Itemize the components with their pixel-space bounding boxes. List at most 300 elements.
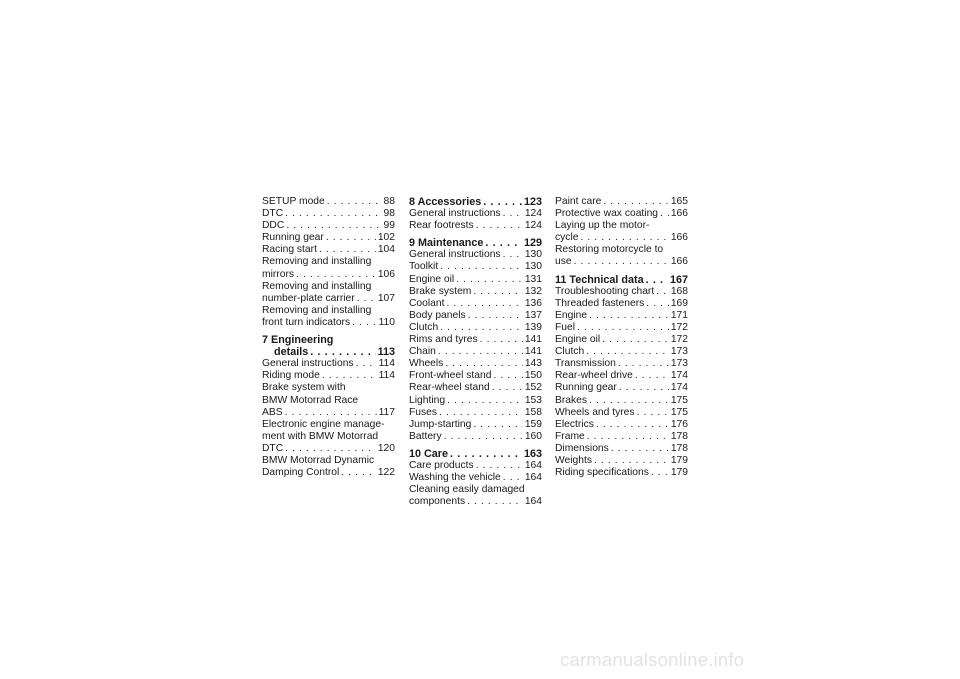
toc-entry-title: Running gear	[262, 232, 324, 244]
toc-entry	[409, 249, 542, 261]
dot-leader	[580, 232, 668, 244]
dot-leader	[438, 346, 523, 358]
toc-entry-title: General instructions	[409, 208, 501, 220]
toc-entry-title: 8 Accessories	[409, 196, 482, 208]
dot-leader	[319, 244, 376, 256]
toc-entry-row	[555, 274, 688, 286]
toc-entry-title: General instructions	[409, 249, 501, 261]
toc-entry-title: Damping Control	[262, 467, 340, 479]
toc-entry-row	[409, 407, 542, 419]
dot-leader	[635, 370, 669, 382]
toc-entry-row	[262, 269, 395, 281]
toc-page-number: 113	[377, 346, 395, 359]
toc-page-number: 178	[670, 430, 688, 442]
toc-entry-row	[555, 443, 688, 455]
toc-entry-row	[555, 256, 688, 268]
toc-entry	[409, 208, 542, 220]
toc-entry	[555, 196, 688, 208]
toc-page-number: 166	[670, 208, 688, 220]
dot-leader	[285, 208, 379, 220]
toc-entry-row	[262, 407, 395, 419]
dot-leader	[646, 298, 669, 310]
toc-entry	[555, 220, 688, 244]
toc-page-number: 150	[524, 370, 542, 382]
toc-entry-title: Weights	[555, 454, 593, 466]
toc-entry	[555, 334, 688, 346]
dot-leader	[352, 317, 376, 329]
toc-page-number: 114	[378, 370, 395, 382]
toc-entry	[555, 455, 688, 467]
toc-page-number: 178	[670, 442, 688, 454]
toc-entry-row	[555, 419, 688, 431]
toc-entry-title: Rear-wheel drive	[555, 370, 633, 382]
dot-leader	[467, 496, 523, 508]
toc-entry-title: Riding mode	[262, 370, 320, 382]
toc-page-number: 129	[523, 237, 542, 250]
toc-entry-row	[555, 407, 688, 419]
toc-page-number: 175	[670, 406, 688, 418]
toc-entry-row	[555, 322, 688, 334]
toc-entry-title: Front-wheel stand	[409, 370, 492, 382]
toc-entry-row	[262, 220, 395, 232]
toc-entry-title: components	[409, 496, 466, 508]
toc-entry	[262, 232, 395, 244]
toc-page-number: 117	[378, 406, 395, 418]
toc-entry-title: Rear footrests	[409, 220, 474, 232]
toc-entry-title: Body panels	[409, 309, 466, 321]
toc-entry-title: Frame	[555, 430, 585, 442]
toc-entry-row	[409, 322, 542, 334]
toc-entry	[555, 358, 688, 370]
toc-entry-title: Battery	[409, 430, 442, 442]
toc-entry	[555, 298, 688, 310]
toc-page-number: 107	[377, 292, 395, 304]
dot-leader	[445, 358, 522, 370]
toc-entry-title: SETUP mode	[262, 196, 325, 207]
dot-leader	[619, 382, 669, 394]
toc-page-number: 141	[524, 334, 542, 346]
toc-entry-row	[409, 286, 542, 298]
toc-page-number: 174	[670, 370, 688, 382]
toc-page-number: 131	[524, 273, 542, 285]
toc-entry-row	[555, 431, 688, 443]
toc-entry-line: Electronic engine manage-	[262, 418, 385, 430]
toc-page-number: 110	[378, 316, 395, 328]
toc-entry-title: Fuel	[555, 321, 576, 333]
toc-entry-row	[555, 334, 688, 346]
toc-entry-row	[409, 334, 542, 346]
toc-entry	[409, 395, 542, 407]
toc-entry-title: Wheels	[409, 358, 444, 370]
dot-leader	[646, 274, 668, 286]
dot-leader	[285, 443, 376, 455]
toc-entry-title: Troubleshooting chart	[555, 285, 655, 297]
toc-page-number: 158	[524, 406, 542, 418]
toc-page-number: 141	[524, 346, 542, 358]
toc-entry	[555, 467, 688, 479]
toc-column-2	[409, 196, 542, 508]
toc-page-number: 132	[524, 285, 542, 297]
toc-entry-title: 9 Maintenance	[409, 237, 484, 250]
toc-page-number: 172	[670, 321, 688, 333]
toc-entry-line: Removing and installing	[262, 256, 372, 268]
toc-entry	[262, 281, 395, 305]
dot-leader	[439, 407, 523, 419]
toc-entry	[409, 382, 542, 394]
toc-entry-row	[555, 298, 688, 310]
dot-leader	[485, 237, 522, 249]
toc-entry-row	[262, 244, 395, 256]
toc-page-number: 106	[377, 268, 395, 280]
toc-entry-title: DTC	[262, 442, 284, 454]
toc-entry	[409, 220, 542, 232]
toc-entry-row	[555, 358, 688, 370]
toc-entry-title: Transmission	[555, 358, 616, 370]
toc-entry-title: front turn indicators	[262, 316, 351, 328]
toc-entry-row	[555, 382, 688, 394]
toc-entry	[262, 244, 395, 256]
toc-entry	[555, 286, 688, 298]
toc-page-number: 169	[670, 297, 688, 309]
dot-leader	[503, 208, 523, 220]
dot-leader	[492, 382, 523, 394]
toc-entry-row	[409, 370, 542, 382]
toc-chapter	[555, 274, 688, 286]
toc-entry	[555, 208, 688, 220]
toc-entry-title: DDC	[262, 220, 285, 232]
toc-entry-title: Engine oil	[409, 273, 455, 285]
toc-entry-title: number-plate carrier	[262, 292, 355, 304]
toc-entry-title: Engine oil	[555, 334, 601, 346]
toc-page-number: 136	[524, 297, 542, 309]
toc-page-number: 179	[670, 467, 688, 479]
toc-page-number: 164	[524, 472, 542, 484]
dot-leader	[473, 286, 522, 298]
dot-leader	[577, 322, 669, 334]
dot-leader	[468, 310, 523, 322]
toc-entry	[409, 298, 542, 310]
dot-leader	[310, 346, 375, 358]
toc-entry-title: Protective wax coating	[555, 208, 659, 220]
toc-page-number: 166	[670, 232, 688, 244]
toc-entry-title: Jump-starting	[409, 418, 472, 430]
toc-entry-title: Racing start	[262, 244, 317, 256]
toc-entry-title: cycle	[555, 232, 579, 244]
toc-entry-title: Engine	[555, 309, 588, 321]
toc-page-number: 160	[524, 430, 542, 442]
toc-entry-row	[409, 274, 542, 286]
dot-leader	[327, 196, 379, 208]
toc-entry	[555, 370, 688, 382]
toc-entry	[262, 256, 395, 280]
toc-page-number: 143	[524, 358, 542, 370]
toc-entry-row	[409, 395, 542, 407]
toc-entry	[409, 484, 542, 508]
toc-entry-row	[555, 370, 688, 382]
toc-page-number: 98	[383, 208, 395, 220]
toc-entry-line: Cleaning easily damaged	[409, 484, 525, 496]
dot-leader	[586, 346, 669, 358]
dot-leader	[476, 220, 523, 232]
toc-entry-row	[409, 261, 542, 273]
dot-leader	[440, 322, 523, 334]
toc-entry-title: Fuses	[409, 406, 438, 418]
toc-entry-row	[555, 208, 688, 220]
toc-entry-line: Brake system with	[262, 382, 346, 394]
toc-entry-row	[409, 208, 542, 220]
toc-entry-row	[262, 208, 395, 220]
toc-entry-title: General instructions	[262, 358, 354, 370]
dot-leader	[480, 334, 523, 346]
toc-chapter	[409, 196, 542, 208]
toc-entry-row	[555, 196, 688, 208]
toc-page-number: 174	[670, 382, 688, 394]
dot-leader	[296, 269, 376, 281]
toc-page-number: 171	[670, 309, 688, 321]
toc-page-number: 165	[670, 196, 688, 207]
toc-entry-title: Care products	[409, 459, 474, 471]
toc-page-number: 130	[524, 249, 542, 261]
toc-entry-row	[409, 472, 542, 484]
dot-leader	[596, 419, 669, 431]
toc-entry-line: Removing and installing	[262, 304, 372, 316]
toc-entry-title: Chain	[409, 346, 436, 358]
toc-entry-row	[262, 346, 395, 358]
toc-entry-title: Brakes	[555, 394, 588, 406]
toc-entry-title: Washing the vehicle	[409, 472, 501, 484]
toc-entry	[409, 419, 542, 431]
dot-leader	[503, 472, 523, 484]
dot-leader	[456, 274, 523, 286]
toc-entry-row	[262, 370, 395, 382]
toc-entry	[555, 395, 688, 407]
toc-page-number: 124	[524, 220, 542, 232]
toc-entry	[555, 382, 688, 394]
dot-leader	[587, 431, 669, 443]
toc-page-number: 120	[377, 442, 395, 454]
dot-leader	[473, 419, 522, 431]
toc-entry-title: mirrors	[262, 268, 295, 280]
dot-leader	[618, 358, 669, 370]
toc-page-number: 172	[670, 334, 688, 346]
toc-entry-title: Riding specifications	[555, 467, 649, 479]
toc-entry-row	[409, 431, 542, 443]
dot-leader	[356, 358, 377, 370]
toc-page-number: 130	[524, 261, 542, 273]
toc-entry-row	[555, 232, 688, 244]
toc-chapter	[409, 448, 542, 460]
dot-leader	[341, 467, 376, 479]
dot-leader	[589, 310, 669, 322]
toc-entry-line: Removing and installing	[262, 280, 372, 292]
dot-leader	[447, 395, 523, 407]
toc-entry	[409, 431, 542, 443]
toc-entry-title: ABS	[262, 406, 283, 418]
toc-entry-line: 7 Engineering	[262, 334, 334, 347]
toc-column-3	[555, 196, 688, 479]
toc-entry-title: Clutch	[555, 346, 585, 358]
toc-entry	[409, 460, 542, 472]
dot-leader	[450, 448, 522, 460]
toc-entry	[262, 196, 395, 208]
toc-entry-title: 11 Technical data	[555, 273, 644, 286]
dot-leader	[444, 431, 523, 443]
toc-page-number: 176	[670, 418, 688, 430]
toc-page-number: 153	[524, 394, 542, 406]
toc-entry-row	[555, 286, 688, 298]
toc-entry	[555, 443, 688, 455]
toc-entry-line: Laying up the motor-	[555, 220, 650, 232]
toc-entry-row	[409, 448, 542, 460]
dot-leader	[326, 232, 376, 244]
toc-entry-row	[409, 346, 542, 358]
toc-entry-line: BMW Motorrad Race	[262, 394, 359, 406]
dot-leader	[603, 196, 668, 208]
dot-leader	[656, 286, 669, 298]
toc-entry-title: Clutch	[409, 321, 439, 333]
toc-entry	[409, 472, 542, 484]
toc-entry-title: Rims and tyres	[409, 334, 478, 346]
toc-page-number: 139	[524, 321, 542, 333]
toc-entry	[409, 322, 542, 334]
toc-entry-row	[262, 467, 395, 479]
toc-entry	[555, 322, 688, 334]
toc-entry-row	[262, 358, 395, 370]
dot-leader	[651, 467, 669, 479]
dot-leader	[322, 370, 377, 382]
toc-entry-row	[262, 317, 395, 329]
toc-chapter	[409, 237, 542, 249]
toc-entry-title: 10 Care	[409, 447, 449, 460]
toc-entry-title: Brake system	[409, 285, 472, 297]
toc-page-number: 173	[670, 358, 688, 370]
toc-entry-row	[262, 232, 395, 244]
dot-leader	[660, 208, 669, 220]
dot-leader	[286, 220, 379, 232]
toc-entry-row	[409, 196, 542, 208]
toc-entry	[409, 334, 542, 346]
toc-page-number: 175	[670, 394, 688, 406]
toc-entry	[555, 310, 688, 322]
toc-entry	[262, 358, 395, 370]
toc-page-number: 114	[378, 358, 395, 370]
toc-entry	[262, 382, 395, 418]
toc-entry	[409, 370, 542, 382]
toc-page-number: 124	[524, 208, 542, 220]
dot-leader	[476, 460, 523, 472]
dot-leader	[589, 395, 669, 407]
toc-entry-title: DTC	[262, 208, 284, 220]
toc-entry-row	[409, 310, 542, 322]
toc-entry-row	[262, 293, 395, 305]
toc-page-number: 159	[524, 418, 542, 430]
toc-entry-row	[409, 237, 542, 249]
dot-leader	[447, 298, 523, 310]
dot-leader	[440, 261, 523, 273]
toc-entry-row	[555, 455, 688, 467]
toc-entry-row	[555, 467, 688, 479]
toc-entry	[262, 370, 395, 382]
dot-leader	[357, 293, 376, 305]
toc-entry-row	[555, 395, 688, 407]
toc-entry-row	[409, 460, 542, 472]
toc-page-number: 163	[523, 447, 542, 460]
toc-entry-title: Toolkit	[409, 261, 439, 273]
toc-entry-row	[262, 196, 395, 208]
watermark: carmanualsonline.info	[560, 649, 745, 670]
dot-leader	[493, 370, 522, 382]
toc-entry-row	[409, 382, 542, 394]
toc-entry-row	[409, 298, 542, 310]
toc-entry-line: ment with BMW Motorrad	[262, 430, 379, 442]
dot-leader	[285, 407, 377, 419]
toc-entry-title: Wheels and tyres	[555, 406, 635, 418]
toc-entry	[555, 346, 688, 358]
toc-page-number: 164	[524, 459, 542, 471]
toc-entry-title: Electrics	[555, 418, 594, 430]
dot-leader	[503, 249, 523, 261]
toc-entry-row	[262, 443, 395, 455]
toc-entry	[262, 220, 395, 232]
toc-entry	[555, 244, 688, 268]
toc-page-number: 122	[377, 467, 395, 479]
toc-entry-row	[409, 358, 542, 370]
toc-entry-row	[409, 220, 542, 232]
toc-entry	[262, 305, 395, 329]
toc-page-number: 173	[670, 346, 688, 358]
toc-page-number: 99	[383, 220, 395, 232]
toc-page-number: 104	[377, 244, 395, 256]
toc-page-number: 167	[669, 273, 688, 286]
toc-entry	[262, 455, 395, 479]
toc-page-number: 179	[670, 454, 688, 466]
toc-entry-title: Running gear	[555, 382, 617, 394]
toc-page-number: 152	[524, 382, 542, 394]
toc-page-number: 168	[670, 285, 688, 297]
toc-page-number: 102	[377, 232, 395, 244]
toc-entry-title: Threaded fasteners	[555, 297, 645, 309]
toc-entry	[409, 286, 542, 298]
toc-entry-title: use	[555, 256, 572, 268]
dot-leader	[637, 407, 669, 419]
toc-chapter	[262, 334, 395, 358]
toc-entry-row	[409, 419, 542, 431]
toc-entry	[409, 274, 542, 286]
toc-page-number: 88	[383, 196, 395, 207]
dot-leader	[611, 443, 669, 455]
dot-leader	[602, 334, 669, 346]
toc-entry-row	[555, 346, 688, 358]
toc-page-number: 123	[523, 196, 542, 208]
toc-entry-line: Restoring motorcycle to	[555, 244, 664, 256]
toc-entry	[409, 407, 542, 419]
toc-entry	[409, 358, 542, 370]
toc-page-number: 166	[670, 256, 688, 268]
toc-entry-title: Rear-wheel stand	[409, 382, 490, 394]
toc-page-number: 137	[524, 309, 542, 321]
toc-entry-row	[555, 310, 688, 322]
toc-entry-title: Dimensions	[555, 442, 609, 454]
toc-entry	[409, 310, 542, 322]
toc-entry	[409, 261, 542, 273]
dot-leader	[594, 455, 669, 467]
toc-entry	[262, 419, 395, 455]
toc-entry	[555, 407, 688, 419]
toc-entry-title: Paint care	[555, 196, 602, 207]
toc-page-number: 164	[524, 496, 542, 508]
toc-entry-line: BMW Motorrad Dynamic	[262, 454, 375, 466]
toc-entry	[409, 346, 542, 358]
